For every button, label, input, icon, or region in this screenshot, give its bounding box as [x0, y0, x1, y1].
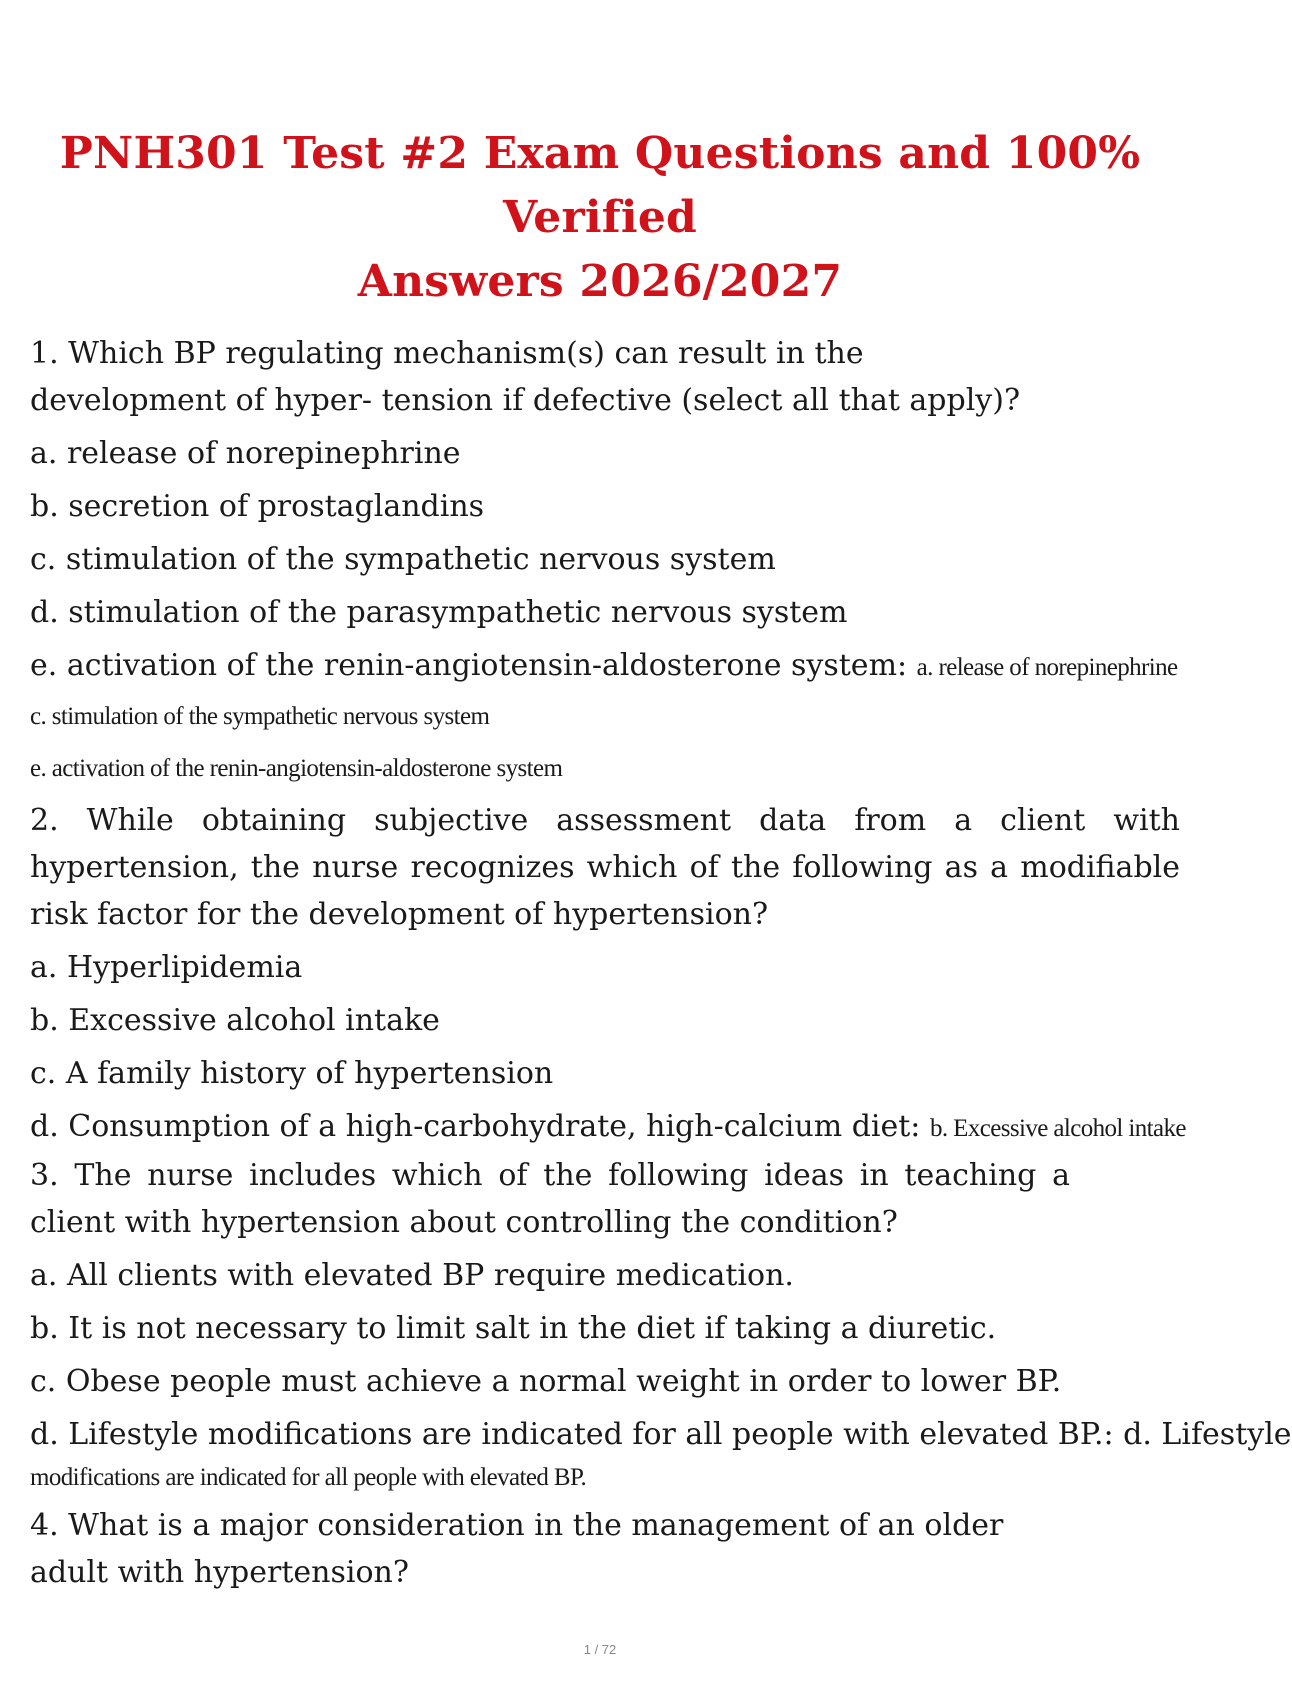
question-4 [30, 1502, 1180, 1596]
question-1-answer-line-1: c. stimulation of the sympathetic nervous system [30, 703, 490, 730]
question-1-answer-inline: a. release of norepinephrine [916, 654, 1178, 681]
question-3-option-d [30, 1411, 1292, 1458]
question-4-stem: 4. What is a major consideration in the management of an older adult with hypertension? [30, 1508, 1004, 1590]
question-2 [30, 797, 1186, 1152]
document-title [40, 122, 1160, 314]
question-2-option-b: b. Excessive alcohol intake [30, 1003, 440, 1038]
question-3-option-d-text: d. Lifestyle modifications are indicated for all people with elevated BP.: [30, 1417, 1114, 1452]
question-1-stem: 1. Which BP regulating mechanism(s) can result in the development of hyper- tension if defective (select all that apply)? [30, 336, 1021, 418]
question-1 [30, 330, 1180, 795]
page-number: 1 / 72 [583, 1642, 617, 1657]
question-1-option-a: a. release of norepinephrine [30, 436, 461, 471]
question-1-option-d: d. stimulation of the parasympathetic nervous system [30, 595, 848, 630]
question-3 [30, 1152, 1292, 1498]
question-1-option-e [30, 642, 1180, 691]
document-body [30, 330, 1292, 1596]
question-3-option-c: c. Obese people must achieve a normal weight in order to lower BP. [30, 1364, 1062, 1399]
title-line-1: PNH301 Test #2 Exam Questions and 100% Verified [59, 128, 1141, 243]
title-line-2: Answers 2026/2027 [357, 256, 843, 307]
question-2-stem: 2. While obtaining subjective assessment data from a client with hypertension, the nurse recognizes which of the following as a modifiable risk factor for the development of hypertension? [30, 803, 1180, 932]
question-3-answer-inline: d. Lifestyle [1123, 1417, 1292, 1452]
question-2-option-a: a. Hyperlipidemia [30, 950, 303, 985]
question-2-option-d-text: d. Consumption of a high-carbohydrate, high-calcium diet: [30, 1109, 921, 1144]
question-2-option-d [30, 1103, 1186, 1152]
question-1-option-e-text: e. activation of the renin-angiotensin-aldosterone system: [30, 648, 908, 683]
question-3-answer-line: modifications are indicated for all people with elevated BP. [30, 1464, 587, 1491]
question-3-stem: 3. The nurse includes which of the following ideas in teaching a client with hypertension about controlling the condition? [30, 1158, 1070, 1240]
question-1-answer-line-2: e. activation of the renin-angiotensin-aldosterone system [30, 755, 563, 782]
question-3-option-b: b. It is not necessary to limit salt in the diet if taking a diuretic. [30, 1311, 997, 1346]
question-3-option-a: a. All clients with elevated BP require medication. [30, 1258, 794, 1293]
question-1-option-c: c. stimulation of the sympathetic nervous system [30, 542, 776, 577]
question-2-answer-inline: b. Excessive alcohol intake [929, 1115, 1186, 1142]
question-1-option-b: b. secretion of prostaglandins [30, 489, 485, 524]
question-2-option-c: c. A family history of hypertension [30, 1056, 554, 1091]
